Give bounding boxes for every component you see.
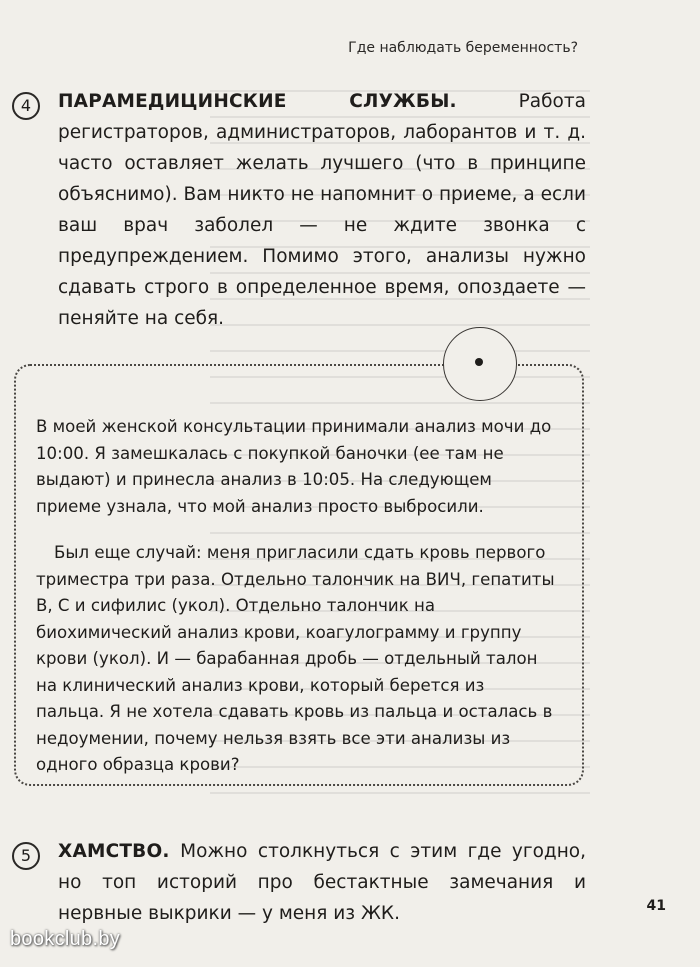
section-body: Можно столкнуться с этим где угодно, но топ историй про бестактные замечания и нервные выкрики — у меня из ЖК. (58, 841, 586, 924)
section-title: ХАМСТВО. (58, 841, 170, 862)
section-number-badge: 4 (12, 92, 40, 120)
page-number: 41 (646, 898, 666, 914)
watermark-logo: bookclub.by (10, 928, 121, 950)
section-number-badge: 5 (12, 842, 40, 870)
bubble-dot (475, 358, 483, 366)
story-paragraph: Был еще случай: меня пригласили сдать кровь первого триместра три раза. Отдельно талончик на ВИЧ, гепатиты В, С и сифилис (укол). Отдельно талончик на биохимический анализ крови, коагулограмму и группу крови (укол). И — барабанная дробь — отдельный талон на клинический анализ крови, который берется из пальца. Я не хотела сдавать кровь из пальца и осталась в недоумении, почему нельзя взять все эти анализы из одного образца крови? (36, 543, 555, 774)
section-body: Работа регистраторов, администраторов, лаборантов и т. д. часто оставляет желать лучшего (что в принципе объяснимо). Вам никто не напомнит о приеме, а если ваш врач заболел — не ждите звонка с предупреждением. Помимо этого, анализы нужно сдавать строго в определенное время, опоздаете — пеняйте на себя. (58, 91, 586, 329)
section-paramedical (58, 86, 586, 334)
box-bubble-icon (443, 327, 517, 401)
section-title: ПАРАМЕДИЦИНСКИЕ СЛУЖБЫ. (58, 91, 457, 112)
section-rudeness (58, 836, 586, 929)
story-paragraph: В моей женской консультации принимали анализ мочи до 10:00. Я замешкалась с покупкой баночки (ее там не выдают) и принесла анализ в 10:05. На следующем приеме узнала, что мой анализ просто выбросили. (36, 417, 552, 516)
running-title: Где наблюдать беременность? (348, 40, 578, 56)
